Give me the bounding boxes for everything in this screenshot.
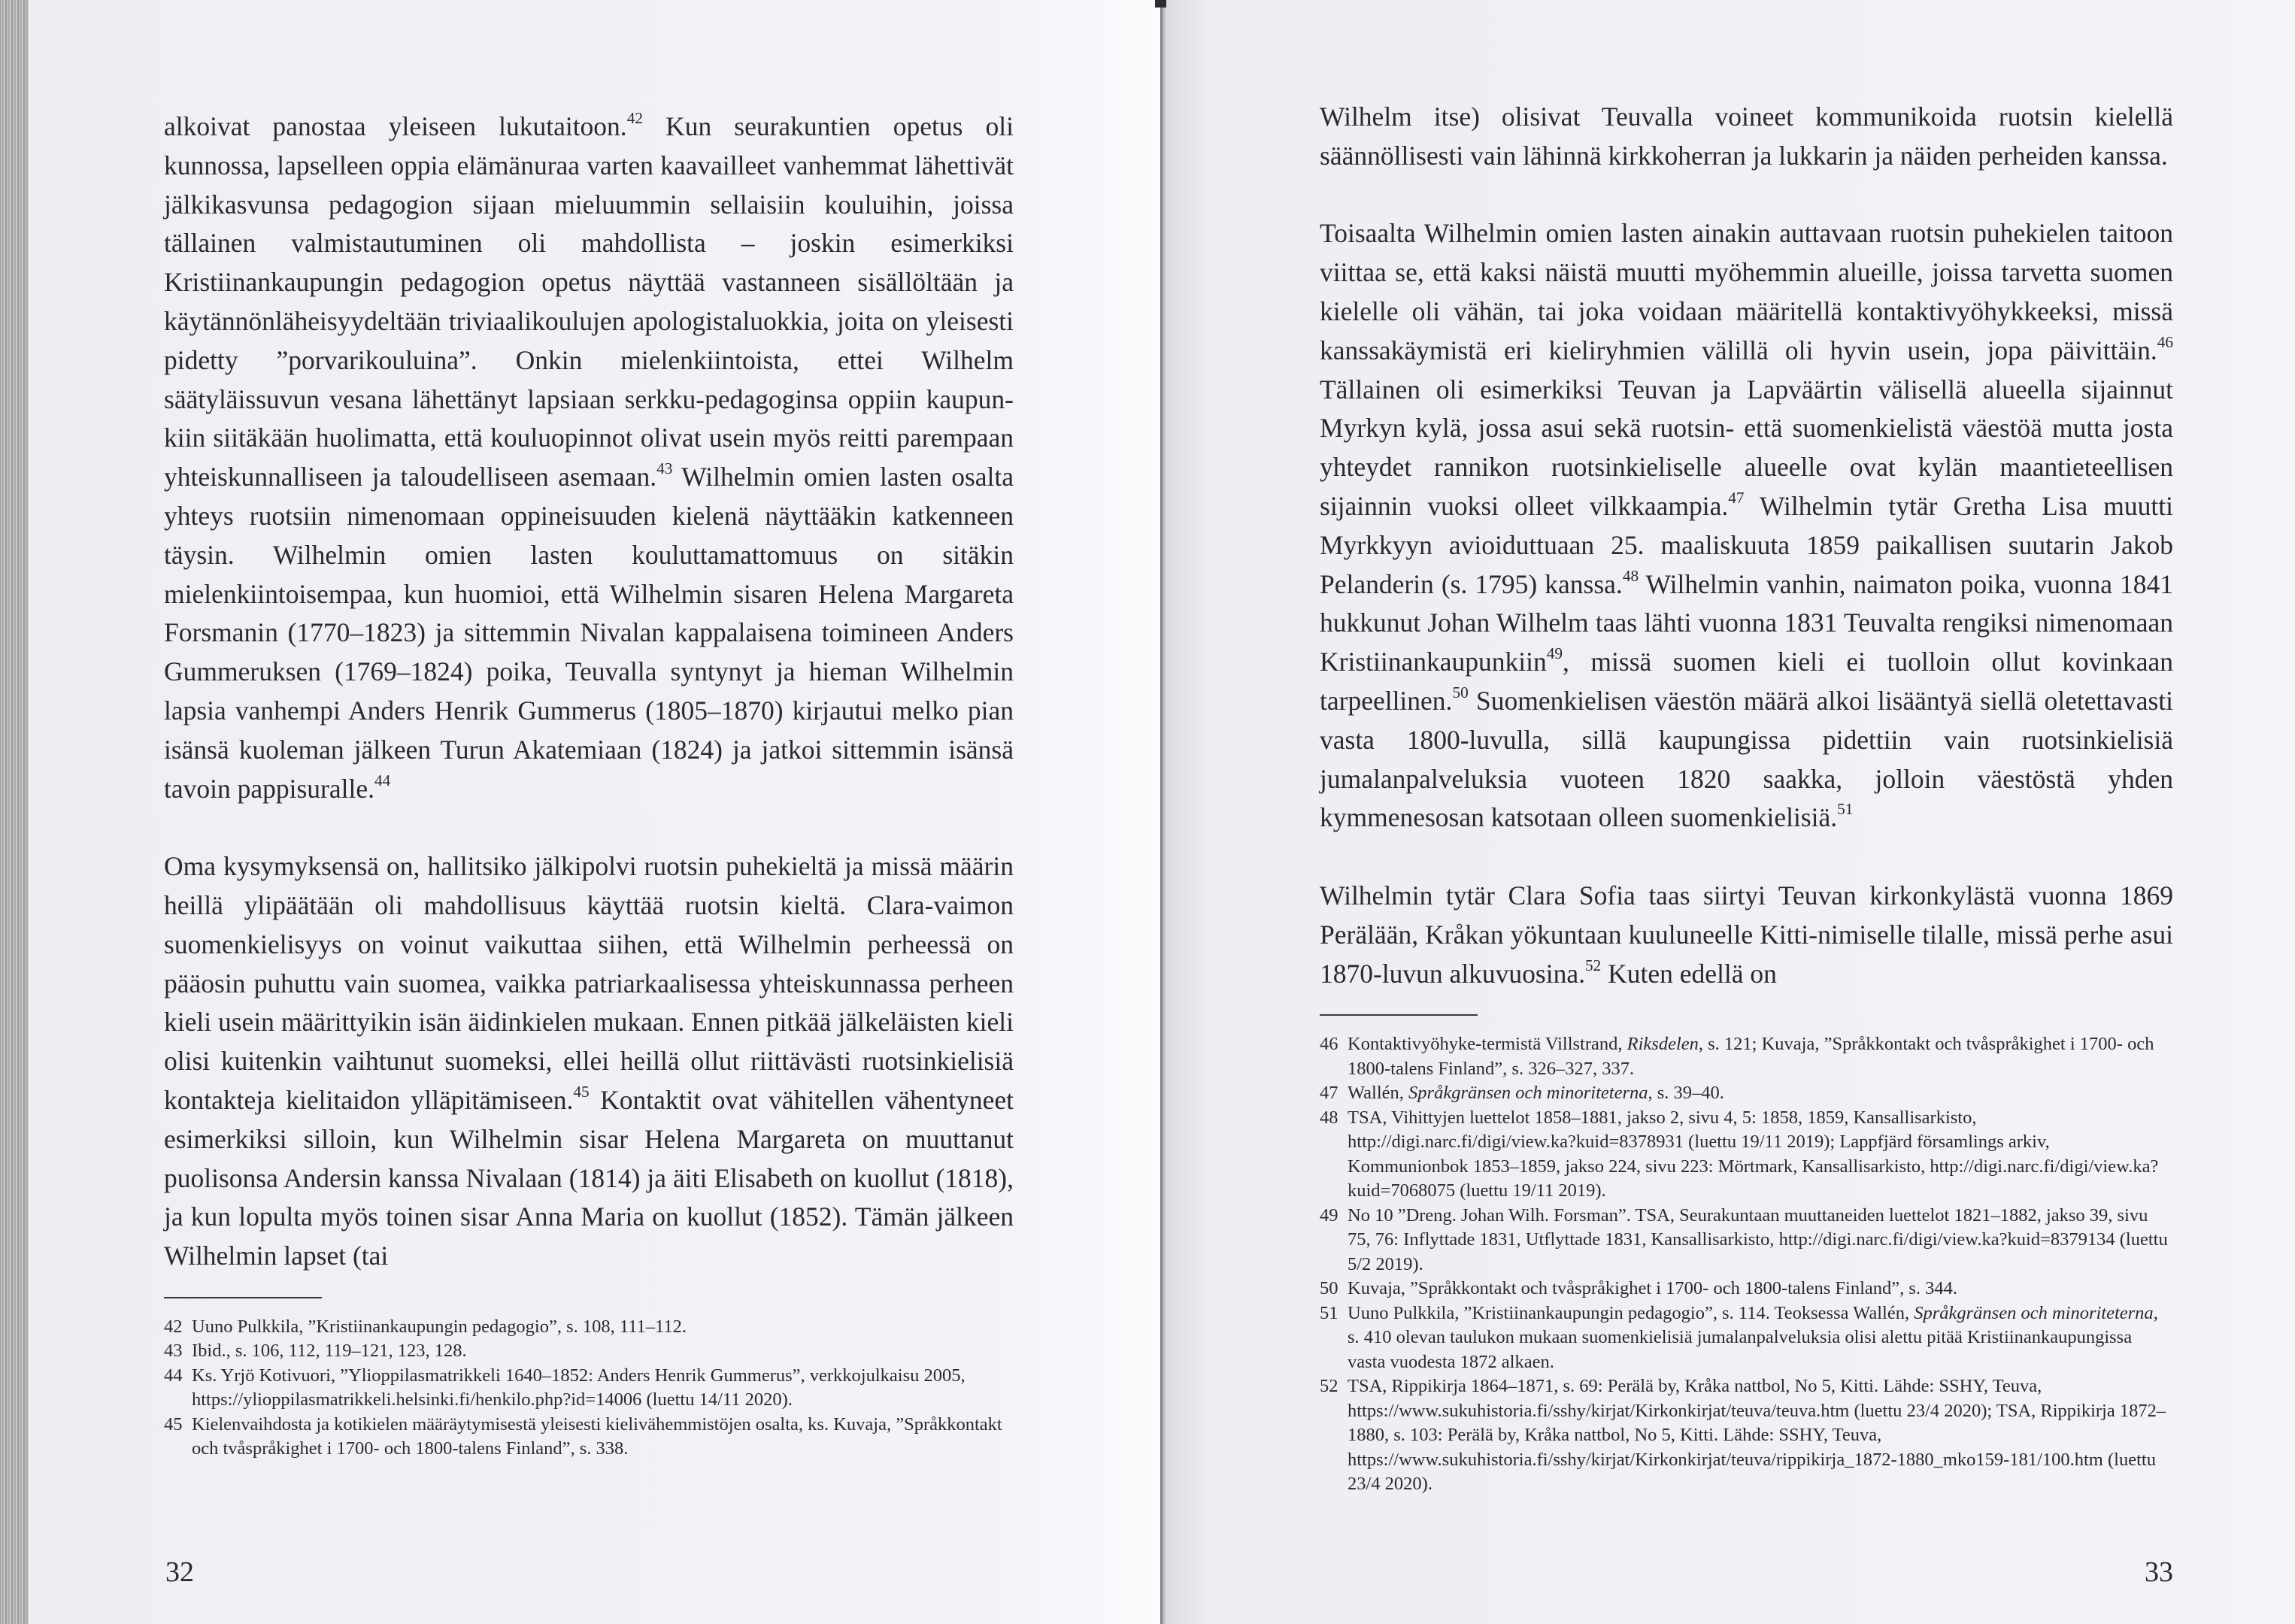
text-run: Uuno Pulkkila, ”Kristiinankaupungin pedagogio”, s. 114. Teoksessa Wallén, <box>1348 1302 1915 1323</box>
text-run: No 10 ”Dreng. Johan Wilh. Forsman”. TSA, Seurakuntaan muuttaneiden luettelot 1821–1882, jakso 39, sivu 75, 76: Inflyttade 1831, Utflyttade 1831, Kansallisarkisto, http://digi.narc.fi/digi/view.ka?kuid=8379134 (luettu 5/2 2019). <box>1348 1204 2168 1274</box>
footnote-number: 48 <box>1320 1107 1338 1128</box>
body-text <box>1320 98 2173 993</box>
text-run: , s. 39–40. <box>1648 1083 1724 1104</box>
text-run: TSA, Rippikirja 1864–1871, s. 69: Perälä by, Kråka nattbol, No 5, Kitti. Lähde: SSHY, Teuva, https://www.sukuhistoria.fi/sshy/kirjat/Kirkonkirjat/teuva/teuva.htm (luettu 23/4 2020); TSA, Rippikirja 1872–1880, s. 103: Perälä by, Kråka nattbol, No 5, Kitti. Lähde: SSHY, Teuva, https://www.sukuhistoria.fi/sshy/kirjat/Kirkonkirjat/teuva/rippikirja_1872-1880_mko159-181/100.htm (luettu 23/4 2020). <box>1348 1376 2166 1495</box>
page-spacer <box>1320 1497 2173 1555</box>
footnote-item <box>164 1413 1014 1462</box>
text-run: Kontaktit ovat vähitellen vähentyneet esimerkiksi silloin, kun Wilhelmin sisar Helena Margareta on muuttanut puolisonsa Andersin kanssa Nivalaan (1814) ja äiti Elisabeth on kuollut (1818), ja kun lopulta myös toinen sisar Anna Maria on kuollut (1852). Tämän jälkeen Wilhelmin lapset (tai <box>164 1084 1014 1271</box>
footnote-item <box>164 1364 1014 1413</box>
text-run: TSA, Vihittyjen luettelot 1858–1881, jakso 2, sivu 4, 5: 1858, 1859, Kansallisarkisto, http://digi.narc.fi/digi/view.ka?kuid=8378931 (luettu 19/11 2019); Lappfjärd församlings arkiv, Kommunionbok 1853–1859, jakso 224, sivu 223: Mörtmark, Kansallisarkisto, http://digi.narc.fi/digi/view.ka?kuid=7068075 (luettu 19/11 2019). <box>1348 1107 2159 1201</box>
text-run: Wilhelmin omien lasten osalta yhteys ruotsiin nimenomaan oppineisuuden kielenä näyttääkin katkenneen täysin. Wilhelmin omien lasten kouluttamattomuus on sitäkin mielenkiintoisempaa, kun huomioi, että Wilhelmin sisaren Helena Margareta Forsmanin (1770–1823) ja sittemmin Nivalan kappalaisena toimineen Anders Gummeruksen (1769–1824) poika, Teuvalla syntynyt ja hieman Wilhelmin lapsia vanhempi Anders Henrik Gummerus (1805–1870) kirjautui melko pian isänsä kuoleman jälkeen Turun Akatemiaan (1824) ja jatkoi sittemmin isänsä tavoin pappisuralle. <box>164 462 1014 804</box>
page-spacer <box>164 1462 1014 1555</box>
footnote-number: 52 <box>1320 1376 1338 1397</box>
text-run: Wilhelmin tytär Clara Sofia taas siirtyi Teuvan kirkonkylästä vuonna 1869 Perälään, Kråkan yökuntaan kuuluneelle Kitti-nimiselle tilalle, missä perhe asui 1870-luvun alkuvuosina. <box>1320 880 2173 989</box>
footnote-item <box>164 1315 1014 1340</box>
footnote-ref[interactable]: 49 <box>1546 644 1563 663</box>
italic-title: Språkgränsen och minoriteterna <box>1914 1302 2154 1323</box>
text-run: , s. 410 olevan taulukon mukaan suomenkielisiä jumalanpalveluksia olisi alettu pitää Kristiinankaupungissa vasta vuodesta 1872 alkaen. <box>1348 1302 2158 1372</box>
footnote-text <box>192 1364 1014 1413</box>
text-run: Kuten edellä on <box>1601 958 1777 989</box>
text-run: alkoivat panostaa yleiseen lukutaitoon. <box>164 111 627 141</box>
footnote-item <box>1320 1204 2173 1277</box>
footnote-item <box>164 1339 1014 1364</box>
text-run: Kielenvaihdosta ja kotikielen määräytymisestä yleisesti kielivähemmistöjen osalta, ks. Kuvaja, ”Språkkontakt och tvåspråkighet i 1700- och 1800-talens Finland”, s. 338. <box>192 1413 1002 1459</box>
text-run: , missä suomen kieli ei tuolloin ollut kovinkaan tarpeellinen. <box>1320 647 2173 716</box>
footnote-text <box>192 1413 1014 1462</box>
paragraph <box>164 847 1014 1276</box>
footnote-number: 49 <box>1320 1204 1338 1226</box>
footnote-ref[interactable]: 42 <box>626 109 643 128</box>
footnote-text <box>1348 1032 2173 1081</box>
footnote-ref[interactable]: 43 <box>656 459 673 478</box>
footnote-item <box>1320 1106 2173 1204</box>
footnote-number: 44 <box>164 1365 183 1386</box>
text-run: Tällainen oli esimerkiksi Teuvan ja Lapväärtin välisellä alueella sijainnut Myrkyn kylä, jossa asui sekä ruotsin- että suomenkielistä väestöä mutta josta yhteydet rannikon ruotsinkieliselle alueelle ovat kylän maantieteellisen sijainnin vuoksi olleet vilkkaampia. <box>1320 374 2173 521</box>
footnote-item <box>1320 1301 2173 1375</box>
footnote-ref[interactable]: 51 <box>1837 800 1854 819</box>
footnote-number: 46 <box>1320 1034 1338 1055</box>
footnote-text <box>1348 1081 2173 1106</box>
text-run: Wilhelmin vanhin, naimaton poika, vuonna 1841 hukkunut Johan Wilhelm taas lähti vuonna 1831 Teuvalta rengiksi nimenomaan Kristiinankaupunkiin <box>1320 568 2173 677</box>
footnote-text <box>192 1339 1014 1364</box>
footnotes <box>164 1315 1014 1462</box>
footnote-text <box>1348 1301 2173 1375</box>
footnote-ref[interactable]: 48 <box>1622 566 1639 585</box>
paragraph <box>1320 877 2173 993</box>
page-number: 32 <box>165 1556 194 1588</box>
page-number: 33 <box>2145 1556 2173 1588</box>
text-run: Wilhelm itse) olisivat Teuvalla voineet kommunikoida ruotsin kielellä säännöllisesti vain lähinnä kirkkoherran ja lukkarin ja näiden perheiden kanssa. <box>1320 102 2173 171</box>
text-run: Uuno Pulkkila, ”Kristiinankaupungin pedagogio”, s. 108, 111–112. <box>192 1316 687 1337</box>
footnote-number: 43 <box>164 1341 183 1362</box>
footnote-text <box>192 1315 1014 1340</box>
paragraph <box>1320 98 2173 176</box>
footnotes <box>1320 1032 2173 1497</box>
footnote-text <box>1348 1106 2173 1204</box>
footnote-item <box>1320 1374 2173 1497</box>
page-stack-edge <box>0 0 29 1624</box>
footnote-number: 50 <box>1320 1278 1338 1299</box>
footnote-ref[interactable]: 45 <box>573 1082 590 1101</box>
body-text <box>164 108 1014 1276</box>
text-run: Wilhelmin tytär Gretha Lisa muutti Myrkkyyn avioiduttuaan 25. maaliskuuta 1859 paikallisen suutarin Jakob Pelanderin (s. 1795) kanssa. <box>1320 490 2174 599</box>
footnote-text <box>1348 1204 2173 1277</box>
footnote-ref[interactable]: 47 <box>1728 489 1745 507</box>
footnote-number: 45 <box>164 1413 183 1435</box>
text-run: , s. 121; Kuvaja, ”Språkkontakt och tvåspråkighet i 1700- och 1800-talens Finland”, s. 326–327, 337. <box>1348 1034 2154 1079</box>
footnote-number: 51 <box>1320 1302 1338 1323</box>
footnote-text <box>1348 1374 2173 1497</box>
footnote-ref[interactable]: 52 <box>1585 956 1602 974</box>
text-run: Toisaalta Wilhelmin omien lasten ainakin auttavaan ruotsin puhekielen taitoon viittaa se, että kaksi näistä muutti myöhemmin alueille, joissa tarvetta suomen kielelle oli vähän, tai joka voidaan määritellä kontaktivyöhykkeeksi, missä kanssakäymistä eri kieliryhmien välillä oli hyvin usein, jopa päivittäin. <box>1320 218 2173 365</box>
italic-title: Språkgränsen och minoriteterna <box>1408 1083 1648 1104</box>
footnote-item <box>1320 1081 2173 1106</box>
footnote-ref[interactable]: 50 <box>1452 683 1469 701</box>
footnote-item <box>1320 1032 2173 1081</box>
italic-title: Riksdelen <box>1627 1034 1699 1055</box>
right-page <box>1166 0 2295 1624</box>
text-run: Kontaktivyöhyke-termistä Villstrand, <box>1348 1034 1627 1055</box>
footnote-number: 42 <box>164 1316 183 1337</box>
text-run: Suomenkielisen väestön määrä alkoi lisääntyä siellä oletettavasti vasta 1800-luvulla, sillä kaupungissa pidettiin vain ruotsinkielisiä jumalanpalveluksia vuoteen 1820 saakka, jolloin väestöstä yhden kymmenesosan katsotaan olleen suomenkielisiä. <box>1320 685 2173 833</box>
text-run: Oma kysymyksensä on, hallitsiko jälkipolvi ruotsin puhekieltä ja missä määrin heillä ylipäätään oli mahdollisuus käyttää ruotsin kieltä. Clara-vaimon suomenkielisyys on voinut vaikuttaa siihen, että Wilhelmin perheessä on pääosin puhuttu vain suomea, vaikka patriarkaalisessa yhteiskunnassa perheen kieli usein määrittyikin isän äidinkielen mukaan. Ennen pitkää jälkeläisten kieli olisi kuitenkin vaihtunut suomeksi, ellei heillä ollut riittävästi ruotsinkielisiä kontakteja kielitaidon ylläpitämiseen. <box>164 851 1014 1115</box>
footnote-item <box>1320 1277 2173 1301</box>
text-run: Kuvaja, ”Språkkontakt och tvåspråkighet i 1700- och 1800-talens Finland”, s. 344. <box>1348 1278 1958 1299</box>
footnote-ref[interactable]: 46 <box>2157 332 2173 351</box>
footnote-ref[interactable]: 44 <box>374 771 391 789</box>
text-run: Ibid., s. 106, 112, 119–121, 123, 128. <box>192 1341 467 1362</box>
text-run: Ks. Yrjö Kotivuori, ”Ylioppilasmatrikkeli 1640–1852: Anders Henrik Gummerus”, verkkojulkaisu 2005, https://ylioppilasmatrikkeli.helsinki.fi/henkilo.php?id=14006 (luettu 14/11 2020). <box>192 1365 966 1410</box>
book-gutter <box>1160 0 1166 1624</box>
footnote-text <box>1348 1277 2173 1301</box>
footnote-rule <box>164 1297 322 1298</box>
text-run: Kun seurakuntien opetus oli kunnossa, lapselleen oppia elämänuraa varten kaavailleet vanhemmat lähettivät jälkikasvunsa pedagogion sijaan mieluummin sellaisiin kouluihin, joissa tällainen valmistautuminen oli mahdollista – joskin esimerkiksi Kristiinankaupungin pedagogion opetus näyttää vastanneen sisällöltään ja käytännönläheisyydeltään triviaalikoulujen apologistaluokkia, joita on yleisesti pidetty ”porvarikouluina”. Onkin mielenkiintoista, ettei Wilhelm säätyläissuvun vesana lähettänyt lapsiaan serkku-pedagoginsa oppiin kaupunkiin siitäkään huolimatta, että kouluopinnot olivat usein myös reitti parempaan yhteiskunnalliseen ja taloudelliseen asemaan. <box>164 111 1014 492</box>
left-page <box>29 0 1160 1624</box>
paragraph <box>1320 214 2173 838</box>
footnote-rule <box>1320 1014 1478 1016</box>
footnote-number: 47 <box>1320 1083 1338 1104</box>
paragraph <box>164 108 1014 808</box>
text-run: Wallén, <box>1348 1083 1409 1104</box>
